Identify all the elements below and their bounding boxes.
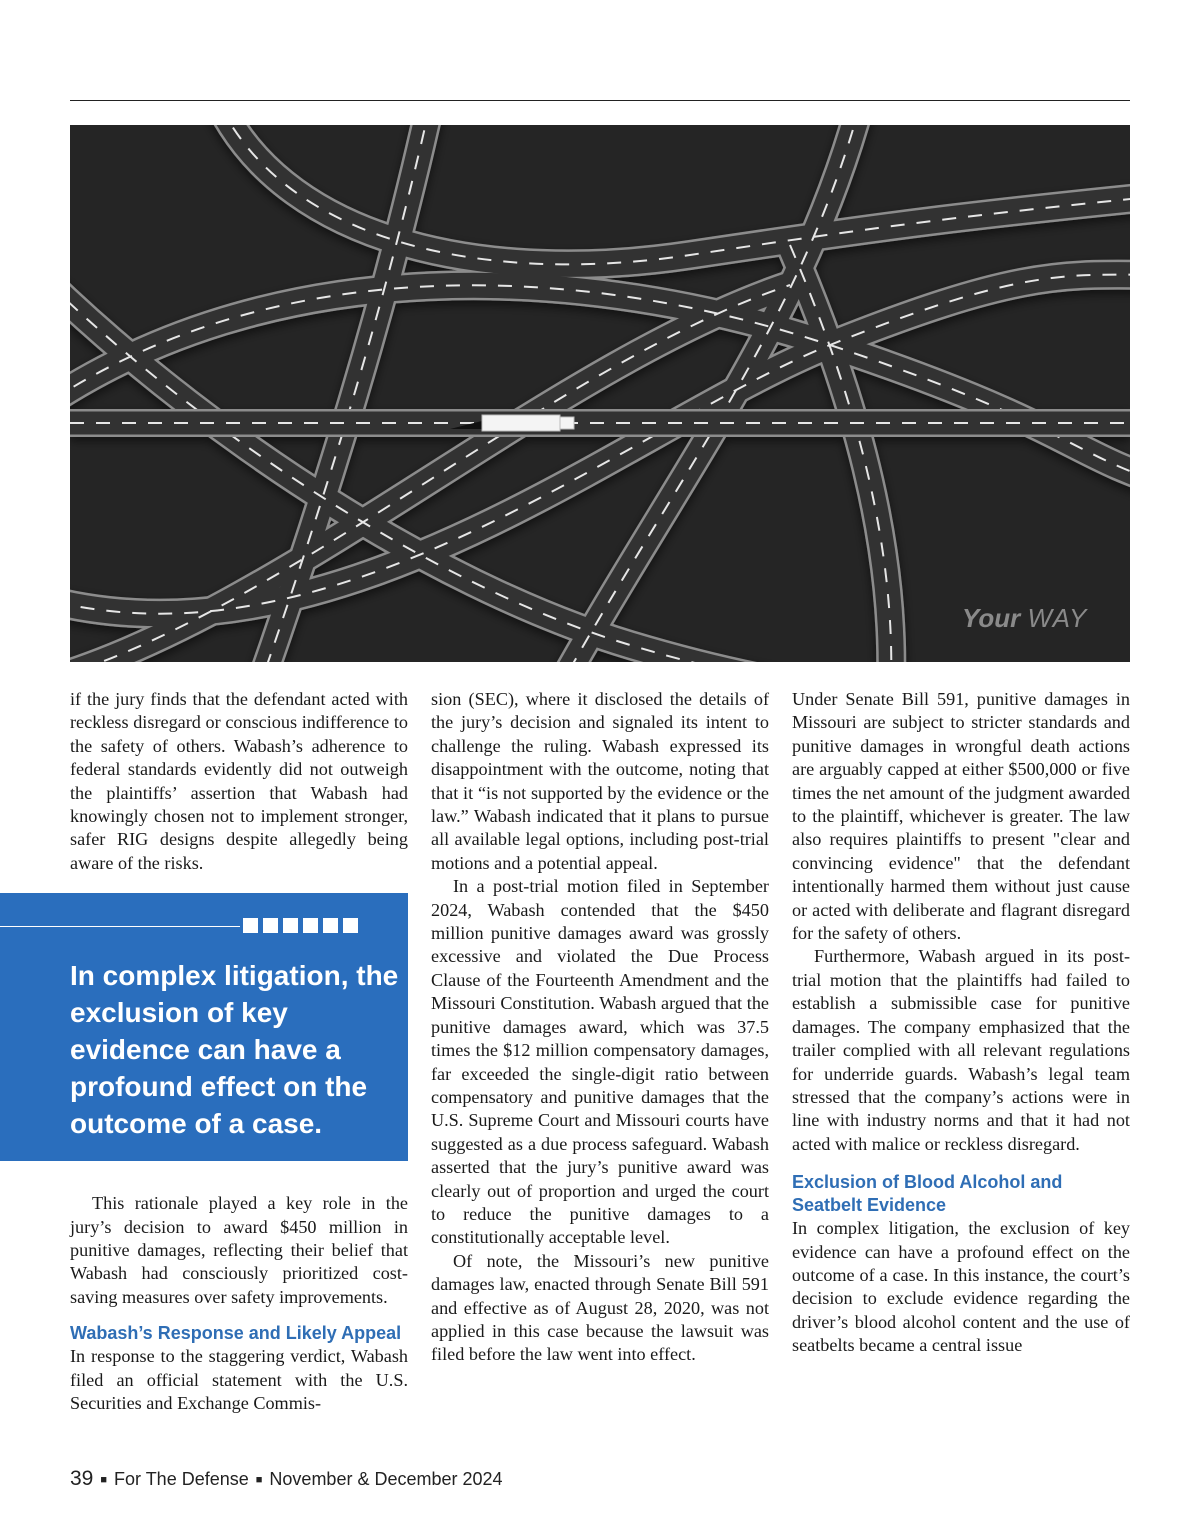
square-icon [283,918,298,933]
paragraph: In response to the staggering verdict, Wabash filed an official statement with the U.S. Securities and Exchange Commis- [70,1346,408,1414]
bullet-icon: ■ [255,1474,263,1486]
section-heading: Exclusion of Blood Alcohol and Seatbelt Evidence [792,1172,1063,1216]
column-2 [431,688,769,1367]
paragraph: Furthermore, Wabash argued in its post-trial motion that the plaintiffs had failed to establish a submissible case for punitive damages. The company emphasized that the trailer complied with all relevant regulations for underride guards. Wabash’s legal team stressed that the company’s actions were in line with industry norms and that it had not acted with malice or reckless disregard. [792,946,1130,1154]
callout-rule [0,926,240,927]
square-icon [263,918,278,933]
roads-illustration [70,125,1130,662]
paragraph: if the jury finds that the defendant acted with reckless disregard or conscious indifference to the safety of others. Wabash’s adherence to federal standards evidently did not outweigh the plaintiffs’ assertion that Wabash had knowingly chosen not to implement stronger, safer RIG designs despite allegedly being aware of the risks. [70,689,408,873]
paragraph: This rationale played a key role in the jury’s decision to award $450 million in punitive damages, reflecting their belief that Wabash had consciously prioritized cost-saving measures over safety improvements. [70,1193,408,1307]
brand-watermark: Your WAY [962,603,1088,633]
header-rule [70,100,1130,101]
pull-quote-text: In complex litigation, the exclusion of key evidence can have a profound effect on the outcome of a case. [70,960,399,1139]
issue-date: November & December 2024 [269,1469,503,1489]
column-3 [792,688,1130,1358]
hero-image [70,125,1130,662]
bullet-icon: ■ [100,1474,108,1486]
paragraph: In a post-trial motion filed in September 2024, Wabash contended that the $450 million punitive damages award was grossly excessive and violated the Due Process Clause of the Fourteenth Amendment and the Missouri Constitution. Wabash argued that the punitive damages award, which was 37.5 times the $12 million compensatory damages, far exceeded the single-digit ratio between compensatory and punitive damages that the U.S. Supreme Court and Missouri courts have suggested as a due process safeguard. Wabash asserted that the jury’s punitive award was clearly out of proportion and urged the court to reduce the punitive damages to a constitutionally acceptable level. [431,876,769,1248]
page-footer [70,1467,503,1491]
square-icon [323,918,338,933]
square-icon [303,918,318,933]
paragraph: Under Senate Bill 591, punitive damages in Missouri are subject to stricter standards and punitive damages in wrongful death actions are arguably capped at either $500,000 or five times the net amount of the judgment awarded to the plaintiff, whichever is greater. The law also requires plaintiffs to present "clear and convincing evidence" that the defendant intentionally harmed them without just cause or acted with deliberate and flagrant disregard for the safety of others. [792,689,1130,944]
page-number: 39 [70,1467,94,1490]
paragraph: In complex litigation, the exclusion of key evidence can have a profound effect on the outcome of a case. In this instance, the court’s decision to exclude evidence regarding the driver’s blood alcohol content and the use of seatbelts became a central issue [792,1218,1130,1356]
publication-name: For The Defense [114,1469,249,1489]
paragraph: sion (SEC), where it disclosed the details of the jury’s decision and signaled its intent to challenge the ruling. Wabash expressed its disappointment with the outcome, noting that that it “is not supported by the evidence or the law.” Wabash indicated that it plans to pursue all available legal options, including post-trial motions and a potential appeal. [431,689,769,873]
section-heading: Wabash’s Response and Likely Appeal [70,1323,402,1344]
square-icon [343,918,358,933]
paragraph: Of note, the Missouri’s new punitive damages law, enacted through Senate Bill 591 and effective as of August 28, 2020, was not applied in this case because the lawsuit was filed before the law went into effect. [431,1250,769,1365]
pull-quote [0,893,408,1161]
square-icon [243,918,258,933]
